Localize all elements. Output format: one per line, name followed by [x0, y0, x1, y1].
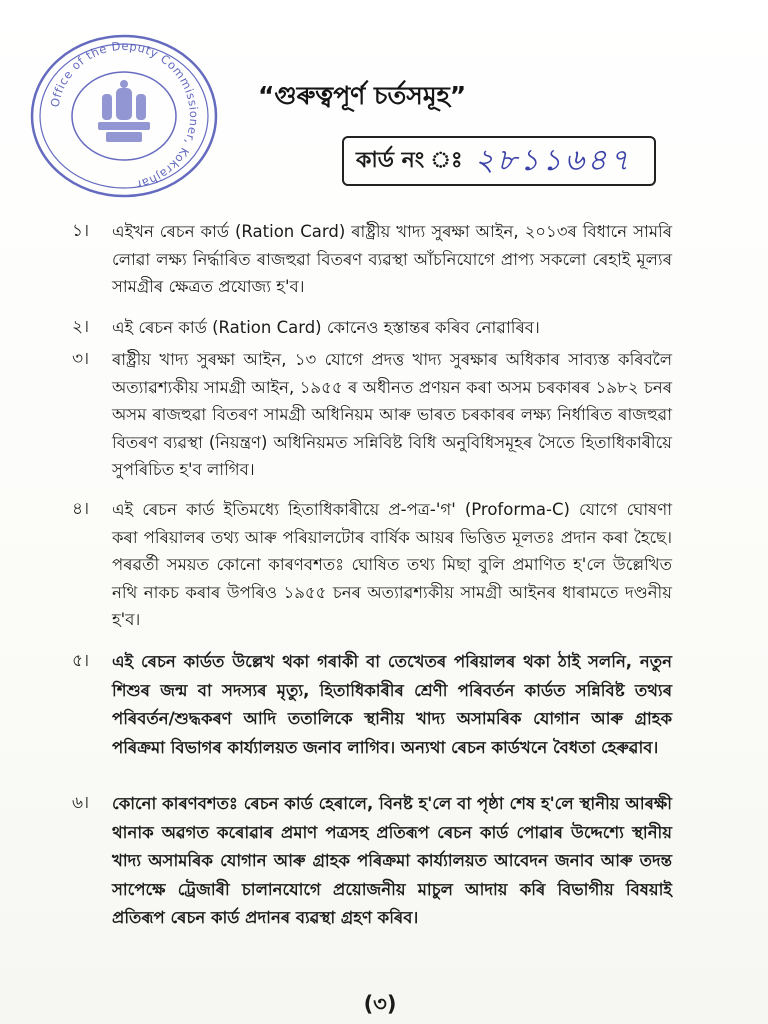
stamp-text: Office of the Deputy Commissioner, Kokrajhar	[47, 38, 202, 192]
condition-number: ৪।	[72, 499, 90, 519]
page-title: “গুৰুত্বপূৰ্ণ চৰ্তসমূহ”	[258, 81, 467, 110]
condition-text: কোনো কাৰণবশতঃ ৰেচন কাৰ্ড হেৰালে, বিনষ্ট হ'লে বা পৃষ্ঠা শেষ হ'লে স্থানীয় আৰক্ষী থানাক অৱগত কৰোৱাৰ প্ৰমাণ পত্ৰসহ প্ৰতিৰূপ ৰেচন কাৰ্ড পোৱাৰ উদ্দেশ্যে স্থানীয় খাদ্য অসামৰিক যোগান আৰু গ্ৰাহক পৰিক্ৰমা কাৰ্য্যালয়ত আবেদন জনাব আৰু তদন্ত সাপেক্ষে ট্ৰেজাৰী চালানযোগে প্ৰয়োজনীয় মাচুল আদায় কৰি বিভাগীয় বিষয়াই প্ৰতিৰূপ ৰেচন কাৰ্ড প্ৰদানৰ ব্যৱস্থা গ্ৰহণ কৰিব।	[112, 794, 672, 927]
card-number-value: ২৮১১৬৪৭	[474, 142, 633, 178]
condition-number: ৬।	[72, 793, 90, 813]
condition-number: ২।	[72, 317, 90, 337]
office-stamp	[26, 28, 222, 204]
condition-number: ৩।	[72, 349, 90, 369]
condition-text: এই ৰেচন কাৰ্ডত উল্লেখ থকা গৰাকী বা তেখেতৰ পৰিয়ালৰ থকা ঠাই সলনি, নতুন শিশুৰ জন্ম বা সদস্যৰ মৃত্যু, হিতাধিকাৰীৰ শ্ৰেণী পৰিবৰ্তন কাৰ্ডত সন্নিবিষ্ট তথ্যৰ পৰিবৰ্তন/শুদ্ধকৰণ আদি ততালিকে স্থানীয় খাদ্য অসামৰিক যোগান আৰু গ্ৰাহক পৰিক্ৰমা বিভাগৰ কাৰ্য্যালয়ত জনাব লাগিব। অন্যথা ৰেচন কাৰ্ডখনে বৈধতা হেৰুৱাব।	[112, 652, 672, 757]
condition-text: এই ৰেচন কাৰ্ড (Ration Card) কোনেও হস্তান্তৰ কৰিব নোৱাৰিব।	[112, 318, 540, 337]
office-stamp-graphic	[26, 28, 222, 204]
condition-text: এই ৰেচন কাৰ্ড ইতিমধ্যে হিতাধিকাৰীয়ে প্ৰ-পত্ৰ-'গ' (Proforma-C) যোগে ঘোষণা কৰা পৰিয়ালৰ তথ্য আৰু পৰিয়ালটোৰ বাৰ্ষিক আয়ৰ ভিত্তিত মূলতঃ প্ৰদান কৰা হৈছে। পৰৱৰ্তী সময়ত কোনো কাৰণবশতঃ ঘোষিত তথ্য মিছা বুলি প্ৰমাণিত হ'লে উল্লেখিত নথি নাকচ কৰাৰ উপৰিও ১৯৫৫ চনৰ অত্যাৱশ্যকীয় সামগ্ৰী আইনৰ ধাৰামতে দণ্ডনীয় হ'ব।	[112, 500, 672, 629]
page-number: (৩)	[363, 992, 397, 1016]
condition-number: ৫।	[72, 651, 90, 671]
emblem-icon	[98, 80, 150, 142]
condition-text: এইখন ৰেচন কাৰ্ড (Ration Card) ৰাষ্ট্ৰীয় খাদ্য সুৰক্ষা আইন, ২০১৩ৰ বিধানে সামৰি লোৱা লক্ষ্য নিৰ্দ্ধাৰিত ৰাজহুৱা বিতৰণ ব্যৱস্থা আঁচনিযোগে প্ৰাপ্য সকলো ৰেহাই মূল্যৰ সামগ্ৰীৰ ক্ষেত্ৰত প্ৰযোজ্য হ'ব।	[112, 222, 672, 296]
condition-number: ১।	[72, 221, 90, 241]
condition-text: ৰাষ্ট্ৰীয় খাদ্য সুৰক্ষা আইন, ১৩ যোগে প্ৰদত্ত খাদ্য সুৰক্ষাৰ অধিকাৰ সাব্যস্ত কৰিবলৈ অত্যাৱশ্যকীয় সামগ্ৰী আইন, ১৯৫৫ ৰ অধীনত প্ৰণয়ন কৰা অসম চৰকাৰৰ ১৯৮২ চনৰ অসম ৰাজহুৱা বিতৰণ সামগ্ৰী অধিনিয়ম আৰু ভাৰত চৰকাৰৰ লক্ষ্য নিৰ্ধাৰিত ৰাজহুৱা বিতৰণ ব্যৱস্থা (নিয়ন্ত্ৰণ) অধিনিয়মত সন্নিবিষ্ট বিধি অনুবিধিসমূহৰ সৈতে হিতাধিকাৰীয়ে সুপৰিচিত হ'ব লাগিব।	[112, 350, 672, 479]
card-number-box	[342, 136, 656, 186]
card-number-label: কাৰ্ড নং ঃ	[356, 147, 463, 173]
